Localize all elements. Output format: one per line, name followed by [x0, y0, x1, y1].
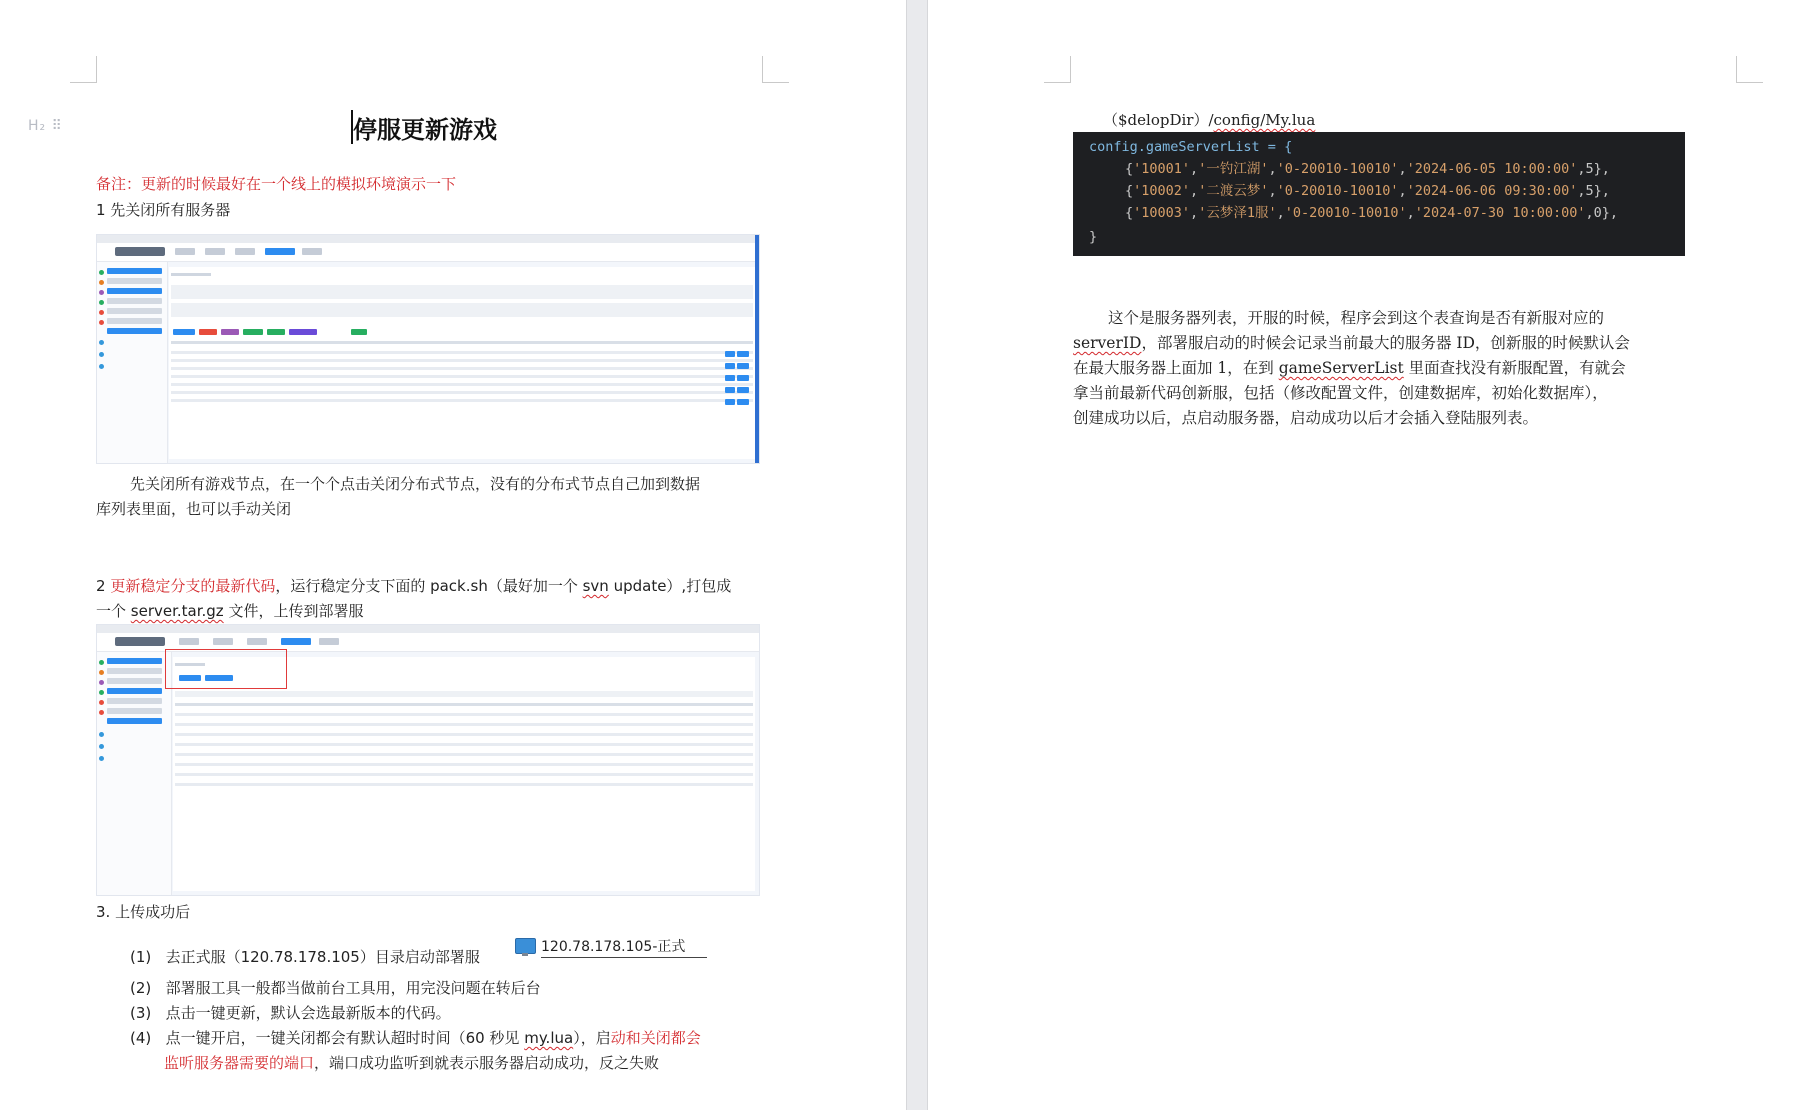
code-line-1: config.gameServerList = {	[1089, 139, 1293, 155]
step-2-number: 2	[96, 577, 111, 595]
step-2-red-text: 更新稳定分支的最新代码	[110, 577, 276, 595]
step-1-heading[interactable]: 1 先关闭所有服务器	[96, 201, 231, 219]
page-title[interactable]: 停服更新游戏	[353, 116, 497, 144]
list-item-3[interactable]	[130, 1001, 451, 1026]
crop-mark-top-right-right-page	[1736, 56, 1763, 83]
code-row-2-flag: 5	[1585, 183, 1594, 199]
list-item-3-text: 点击一键更新，默认会选最新版本的代码。	[165, 1004, 451, 1022]
code-row-2-date: '2024-06-06 09:30:00'	[1406, 183, 1578, 199]
config-path[interactable]	[1103, 108, 1315, 133]
code-row-1-name: '一钓江湖'	[1198, 161, 1269, 177]
code-row-1-range: '0-20010-10010'	[1276, 161, 1399, 177]
list-item-4-red-b: 监听服务器需要的端口	[164, 1054, 315, 1072]
code-row-3-id: '10003'	[1133, 205, 1191, 221]
code-row-1-id: '10001'	[1133, 161, 1191, 177]
embedded-screenshot-upload[interactable]	[96, 624, 760, 896]
paragraph-1-line-2[interactable]: 库列表里面，也可以手动关闭	[96, 500, 292, 518]
list-item-4-text-b: ），启	[573, 1029, 611, 1047]
crop-mark-top-right	[762, 56, 789, 83]
code-line-close: }	[1089, 229, 1098, 245]
list-item-2[interactable]	[130, 976, 541, 1001]
code-row-2: {'10002','二渡云梦','0-20010-10010','2024-06-06 09:30:00',5},	[1125, 183, 1610, 199]
code-row-3-date: '2024-07-30 10:00:00'	[1414, 205, 1586, 221]
crop-mark-top-left-right-page	[1044, 56, 1071, 83]
heading-level-handle-icon[interactable]: H₂ ⠿	[28, 118, 63, 134]
server-shortcut-label[interactable]: 120.78.178.105-正式	[541, 937, 707, 958]
right-paragraph-line-3-c: 里面查找没有新服配置，有就会	[1403, 359, 1626, 377]
step-2-line-2[interactable]	[96, 599, 363, 624]
list-item-4-file: my.lua	[524, 1029, 574, 1047]
code-row-1-flag: 5	[1585, 161, 1594, 177]
code-row-2-id: '10002'	[1133, 183, 1191, 199]
list-item-3-number: (3)	[130, 1004, 152, 1022]
code-block[interactable]	[1073, 132, 1685, 256]
list-item-4-line-2[interactable]	[164, 1051, 659, 1076]
list-item-4-text-c: ，端口成功监听到就表示服务器启动成功，反之失败	[314, 1054, 660, 1072]
right-paragraph-line-1[interactable]: 这个是服务器列表，开服的时候，程序会到这个表查询是否有新服对应的	[1108, 309, 1605, 327]
list-item-4-red-a: 动和关闭都会	[610, 1029, 701, 1047]
list-item-4-number: (4)	[130, 1029, 152, 1047]
right-paragraph-line-4[interactable]: 拿当前最新代码创新服，包括（修改配置文件，创建数据库，初始化数据库），	[1073, 384, 1608, 402]
step-3-heading[interactable]: 3. 上传成功后	[96, 903, 191, 921]
code-row-3: {'10003','云梦泽1服','0-20010-10010','2024-07-30 10:00:00',0},	[1125, 205, 1619, 221]
list-item-1-number: (1)	[130, 948, 152, 966]
right-paragraph-line-3[interactable]	[1073, 356, 1626, 381]
list-item-2-number: (2)	[130, 979, 152, 997]
right-paragraph-line-3-a: 在最大服务器上面加 1，在到	[1073, 359, 1279, 377]
code-row-3-flag: 0	[1593, 205, 1602, 221]
step-2-line-2-a: 一个	[96, 602, 131, 620]
step-2-filename: server.tar.gz	[130, 602, 224, 620]
right-paragraph-gameserverlist: gameServerList	[1278, 359, 1404, 377]
right-paragraph-line-2[interactable]	[1073, 331, 1630, 356]
embedded-screenshot-server-list[interactable]	[96, 234, 760, 464]
right-paragraph-serverid: serverID	[1073, 334, 1142, 352]
code-row-3-name: '云梦泽1服'	[1198, 205, 1277, 221]
list-item-4-text-a: 点一键开启，一键关闭都会有默认超时时间（60 秒见	[165, 1029, 525, 1047]
code-row-2-range: '0-20010-10010'	[1276, 183, 1399, 199]
code-row-1: {'10001','一钓江湖','0-20010-10010','2024-06-05 10:00:00',5},	[1125, 161, 1610, 177]
paragraph-1-line-1[interactable]: 先关闭所有游戏节点，在一个个点击关闭分布式节点，没有的分布式节点自己加到数据	[130, 475, 701, 493]
config-path-b: config/My.lua	[1213, 111, 1316, 129]
right-paragraph-line-2-rest: ，部署服启动的时候会记录当前最大的服务器 ID，创新服的时候默认会	[1141, 334, 1630, 352]
page-gutter	[906, 0, 928, 1110]
step-2-text-b: update）,打包成	[608, 577, 732, 595]
config-path-a: （$delopDir）/	[1103, 111, 1214, 129]
step-2-svn: svn	[582, 577, 609, 595]
code-row-2-name: '二渡云梦'	[1198, 183, 1269, 199]
crop-mark-top-left	[70, 56, 97, 83]
list-item-1[interactable]	[130, 945, 480, 970]
step-2-text-a: ，运行稳定分支下面的 pack.sh（最好加一个	[275, 577, 583, 595]
step-2-line-2-b: 文件，上传到部署服	[223, 602, 364, 620]
code-row-3-range: '0-20010-10010'	[1284, 205, 1407, 221]
server-monitor-icon	[515, 938, 536, 954]
list-item-4-line-1[interactable]	[130, 1026, 701, 1051]
list-item-2-text: 部署服工具一般都当做前台工具用，用完没问题在转后台	[165, 979, 541, 997]
note-line[interactable]: 备注：更新的时候最好在一个线上的模拟环境演示一下	[96, 175, 457, 193]
highlight-box	[165, 649, 287, 689]
step-2-line-1[interactable]	[96, 574, 731, 599]
right-paragraph-line-5[interactable]: 创建成功以后，点启动服务器，启动成功以后才会插入登陆服列表。	[1073, 409, 1539, 427]
list-item-1-text: 去正式服（120.78.178.105）目录启动部署服	[165, 948, 480, 966]
code-row-1-date: '2024-06-05 10:00:00'	[1406, 161, 1578, 177]
